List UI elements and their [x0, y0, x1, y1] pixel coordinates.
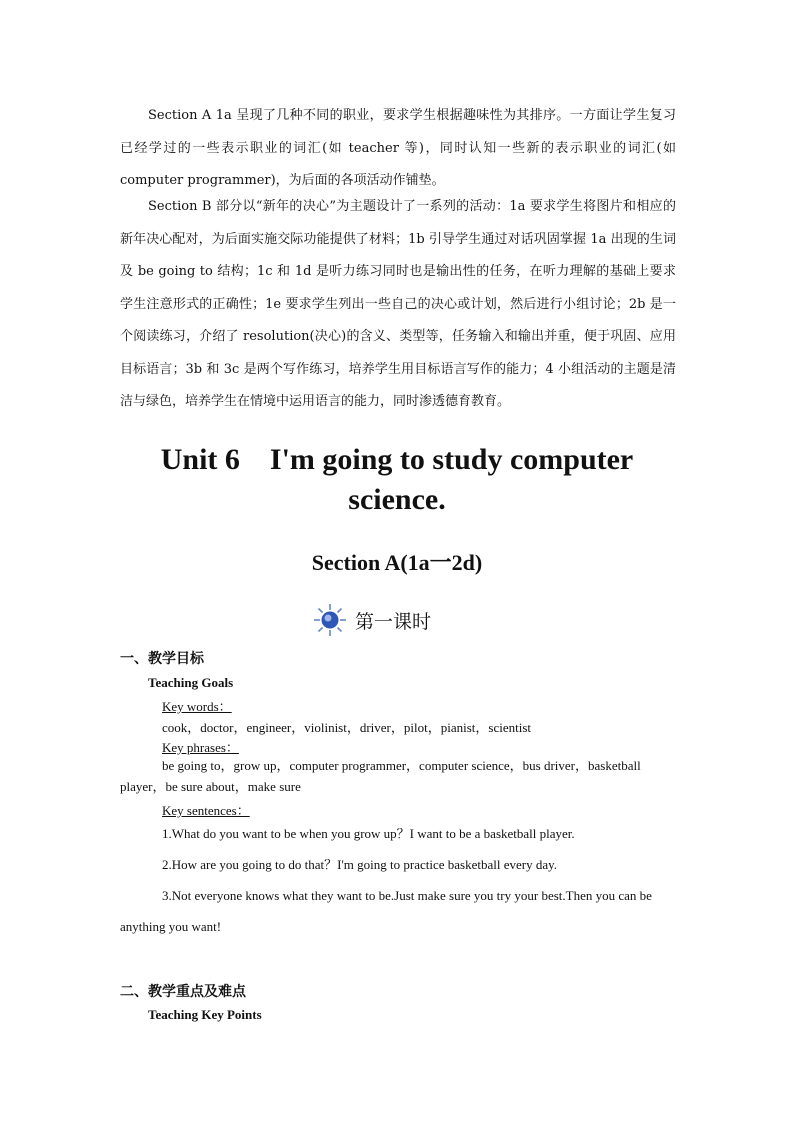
key-sentence-1: 1.What do you want to be when you grow up？I want to be a basketball player. [162, 826, 575, 841]
goals-subheading: Teaching Goals [148, 675, 234, 690]
intro-paragraph-1: Section A 1a 呈现了几种不同的职业，要求学生根据趣味性为其排序。一方面让学生复习已经学过的一些表示职业的词汇(如 teacher 等)，同时认知一些新的表示职业的词汇(如 computer programmer)，为后面的各项活动作铺垫。 [120, 108, 676, 188]
section-title: Section A(1a一2d) [311, 550, 483, 575]
sun-icon [313, 603, 347, 637]
unit-title-line-2: science. [348, 483, 446, 516]
goals-heading: 一、教学目标 [120, 651, 204, 667]
unit-title-line-1: Unit 6 I'm going to study computer [160, 443, 634, 476]
lesson-heading [313, 603, 431, 637]
keypoints-subheading: Teaching Key Points [148, 1007, 262, 1022]
key-phrases-list: be going to，grow up，computer programmer，computer science，bus driver，basketball player，be sure about，make sure [120, 758, 641, 794]
key-words-label: Key words： [162, 699, 232, 714]
intro-paragraph-2: Section B 部分以“新年的决心”为主题设计了一系列的活动：1a 要求学生将图片和相应的新年决心配对，为后面实施交际功能提供了材料；1b 引导学生通过对话巩固掌握 1a 出现的生词及 be going to 结构；1c 和 1d 是听力练习同时也是输出性的任务，在听力理解的基础上要求学生注意形式的正确性；1e 要求学生列出一些自己的决心或计划，然后进行小组讨论；2b 是一个阅读练习，介绍了 resolution(决心)的含义、类型等，任务输入和输出并重，便于巩固、应用目标语言；3b 和 3c 是两个写作练习，培养学生用目标语言写作的能力；4 小组活动的主题是清洁与绿色，培养学生在情境中运用语言的能力，同时渗透德育教育。 [120, 199, 676, 409]
key-words-list: cook，doctor，engineer，violinist，driver，pilot，pianist，scientist [162, 720, 531, 735]
key-sentences-label: Key sentences： [162, 803, 250, 818]
key-phrases-label: Key phrases： [162, 740, 239, 755]
keypoints-heading: 二、教学重点及难点 [120, 984, 246, 1000]
unit-title [100, 440, 694, 520]
lesson-label: 第一课时 [355, 610, 432, 633]
key-sentence-3: 3.Not everyone knows what they want to be.Just make sure you try your best.Then you can be anything you want! [120, 888, 652, 934]
key-sentence-2: 2.How are you going to do that？I'm going to practice basketball every day. [162, 857, 558, 872]
